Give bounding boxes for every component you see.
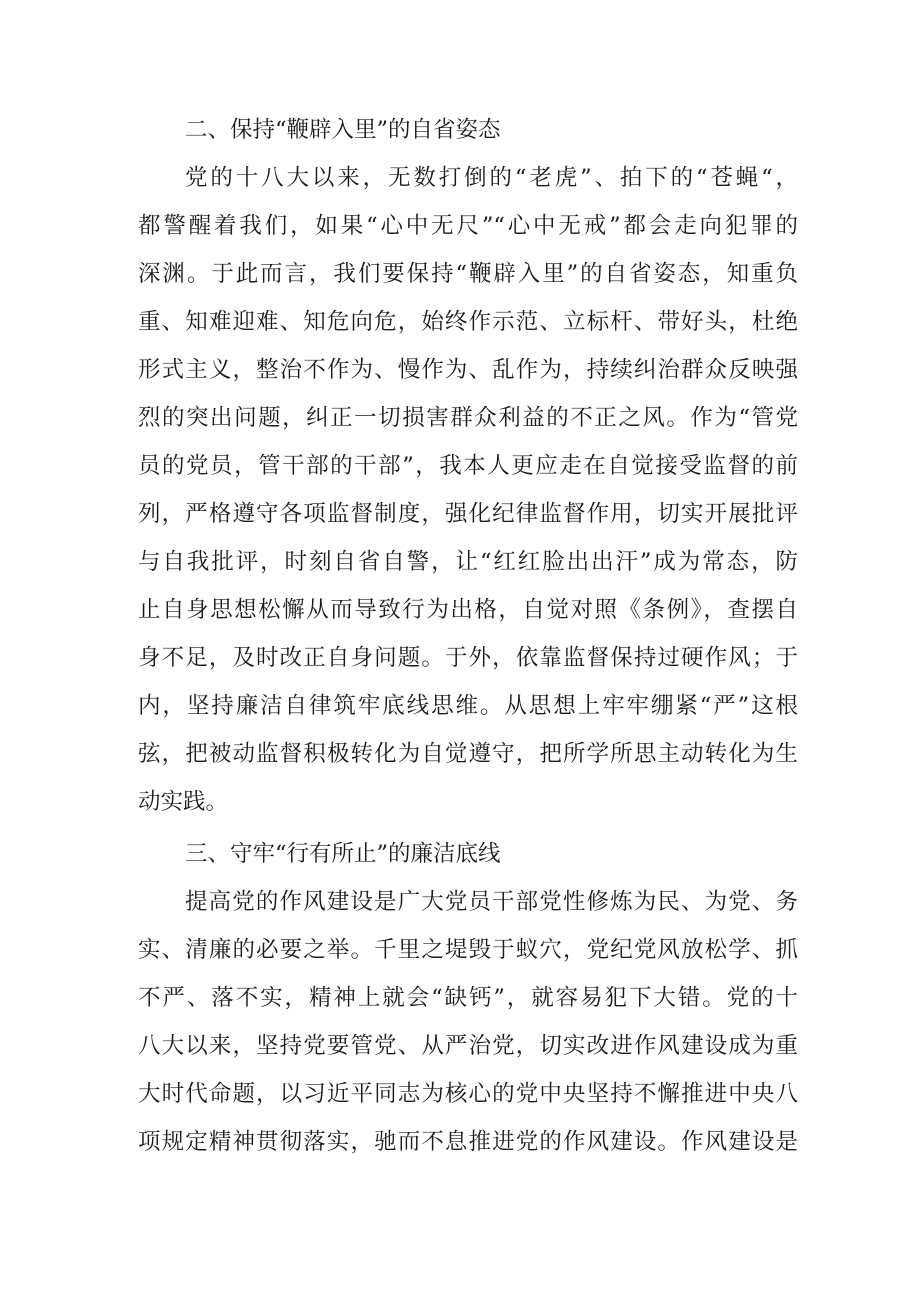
- paragraph-line: 大时代命题，以习近平同志为核心的党中央坚持不懈推进中央八: [138, 1081, 798, 1107]
- paragraph-line: 弦，把被动监督积极转化为自觉遵守，把所学所思主动转化为生: [138, 741, 798, 767]
- paragraph-line: 重、知难迎难、知危向危，始终作示范、立标杆、带好头，杜绝: [138, 309, 798, 335]
- paragraph-line: 都警醒着我们，如果“心中无尺”“心中无戒”都会走向犯罪的: [138, 213, 798, 239]
- paragraph-line: 形式主义，整治不作为、慢作为、乱作为，持续纠治群众反映强: [138, 357, 798, 383]
- paragraph-line: 提高党的作风建设是广大党员干部党性修炼为民、为党、务: [185, 889, 798, 915]
- paragraph-line: 身不足，及时改正自身问题。于外，依靠监督保持过硬作风；于: [138, 645, 798, 671]
- section-heading-3: 三、守牢“行有所止”的廉洁底线: [185, 841, 501, 867]
- paragraph-line: 八大以来，坚持党要管党、从严治党，切实改进作风建设成为重: [138, 1033, 798, 1059]
- paragraph-line: 实、清廉的必要之举。千里之堤毁于蚁穴，党纪党风放松学、抓: [138, 937, 798, 963]
- paragraph-line: 止自身思想松懈从而导致行为出格，自觉对照《条例》，查摆自: [138, 597, 798, 623]
- section-heading-2: 二、保持“鞭辟入里”的自省姿态: [185, 117, 501, 143]
- paragraph-line: 动实践。: [138, 789, 229, 815]
- paragraph-line: 列，严格遵守各项监督制度，强化纪律监督作用，切实开展批评: [138, 501, 798, 527]
- paragraph-line: 员的党员，管干部的干部”，我本人更应走在自觉接受监督的前: [138, 453, 798, 479]
- paragraph-line: 项规定精神贯彻落实，驰而不息推进党的作风建设。作风建设是: [138, 1129, 798, 1155]
- paragraph-line: 内，坚持廉洁自律筑牢底线思维。从思想上牢牢绷紧“严”这根: [138, 693, 798, 719]
- paragraph-line: 深渊。于此而言，我们要保持“鞭辟入里”的自省姿态，知重负: [138, 261, 798, 287]
- paragraph-line: 不严、落不实，精神上就会“缺钙”，就容易犯下大错。党的十: [138, 985, 798, 1011]
- paragraph-line: 与自我批评，时刻自省自警，让“红红脸出出汗”成为常态，防: [138, 549, 798, 575]
- paragraph-line: 党的十八大以来，无数打倒的“老虎”、拍下的“苍蝇“，: [185, 165, 798, 191]
- paragraph-line: 烈的突出问题，纠正一切损害群众利益的不正之风。作为“管党: [138, 405, 798, 431]
